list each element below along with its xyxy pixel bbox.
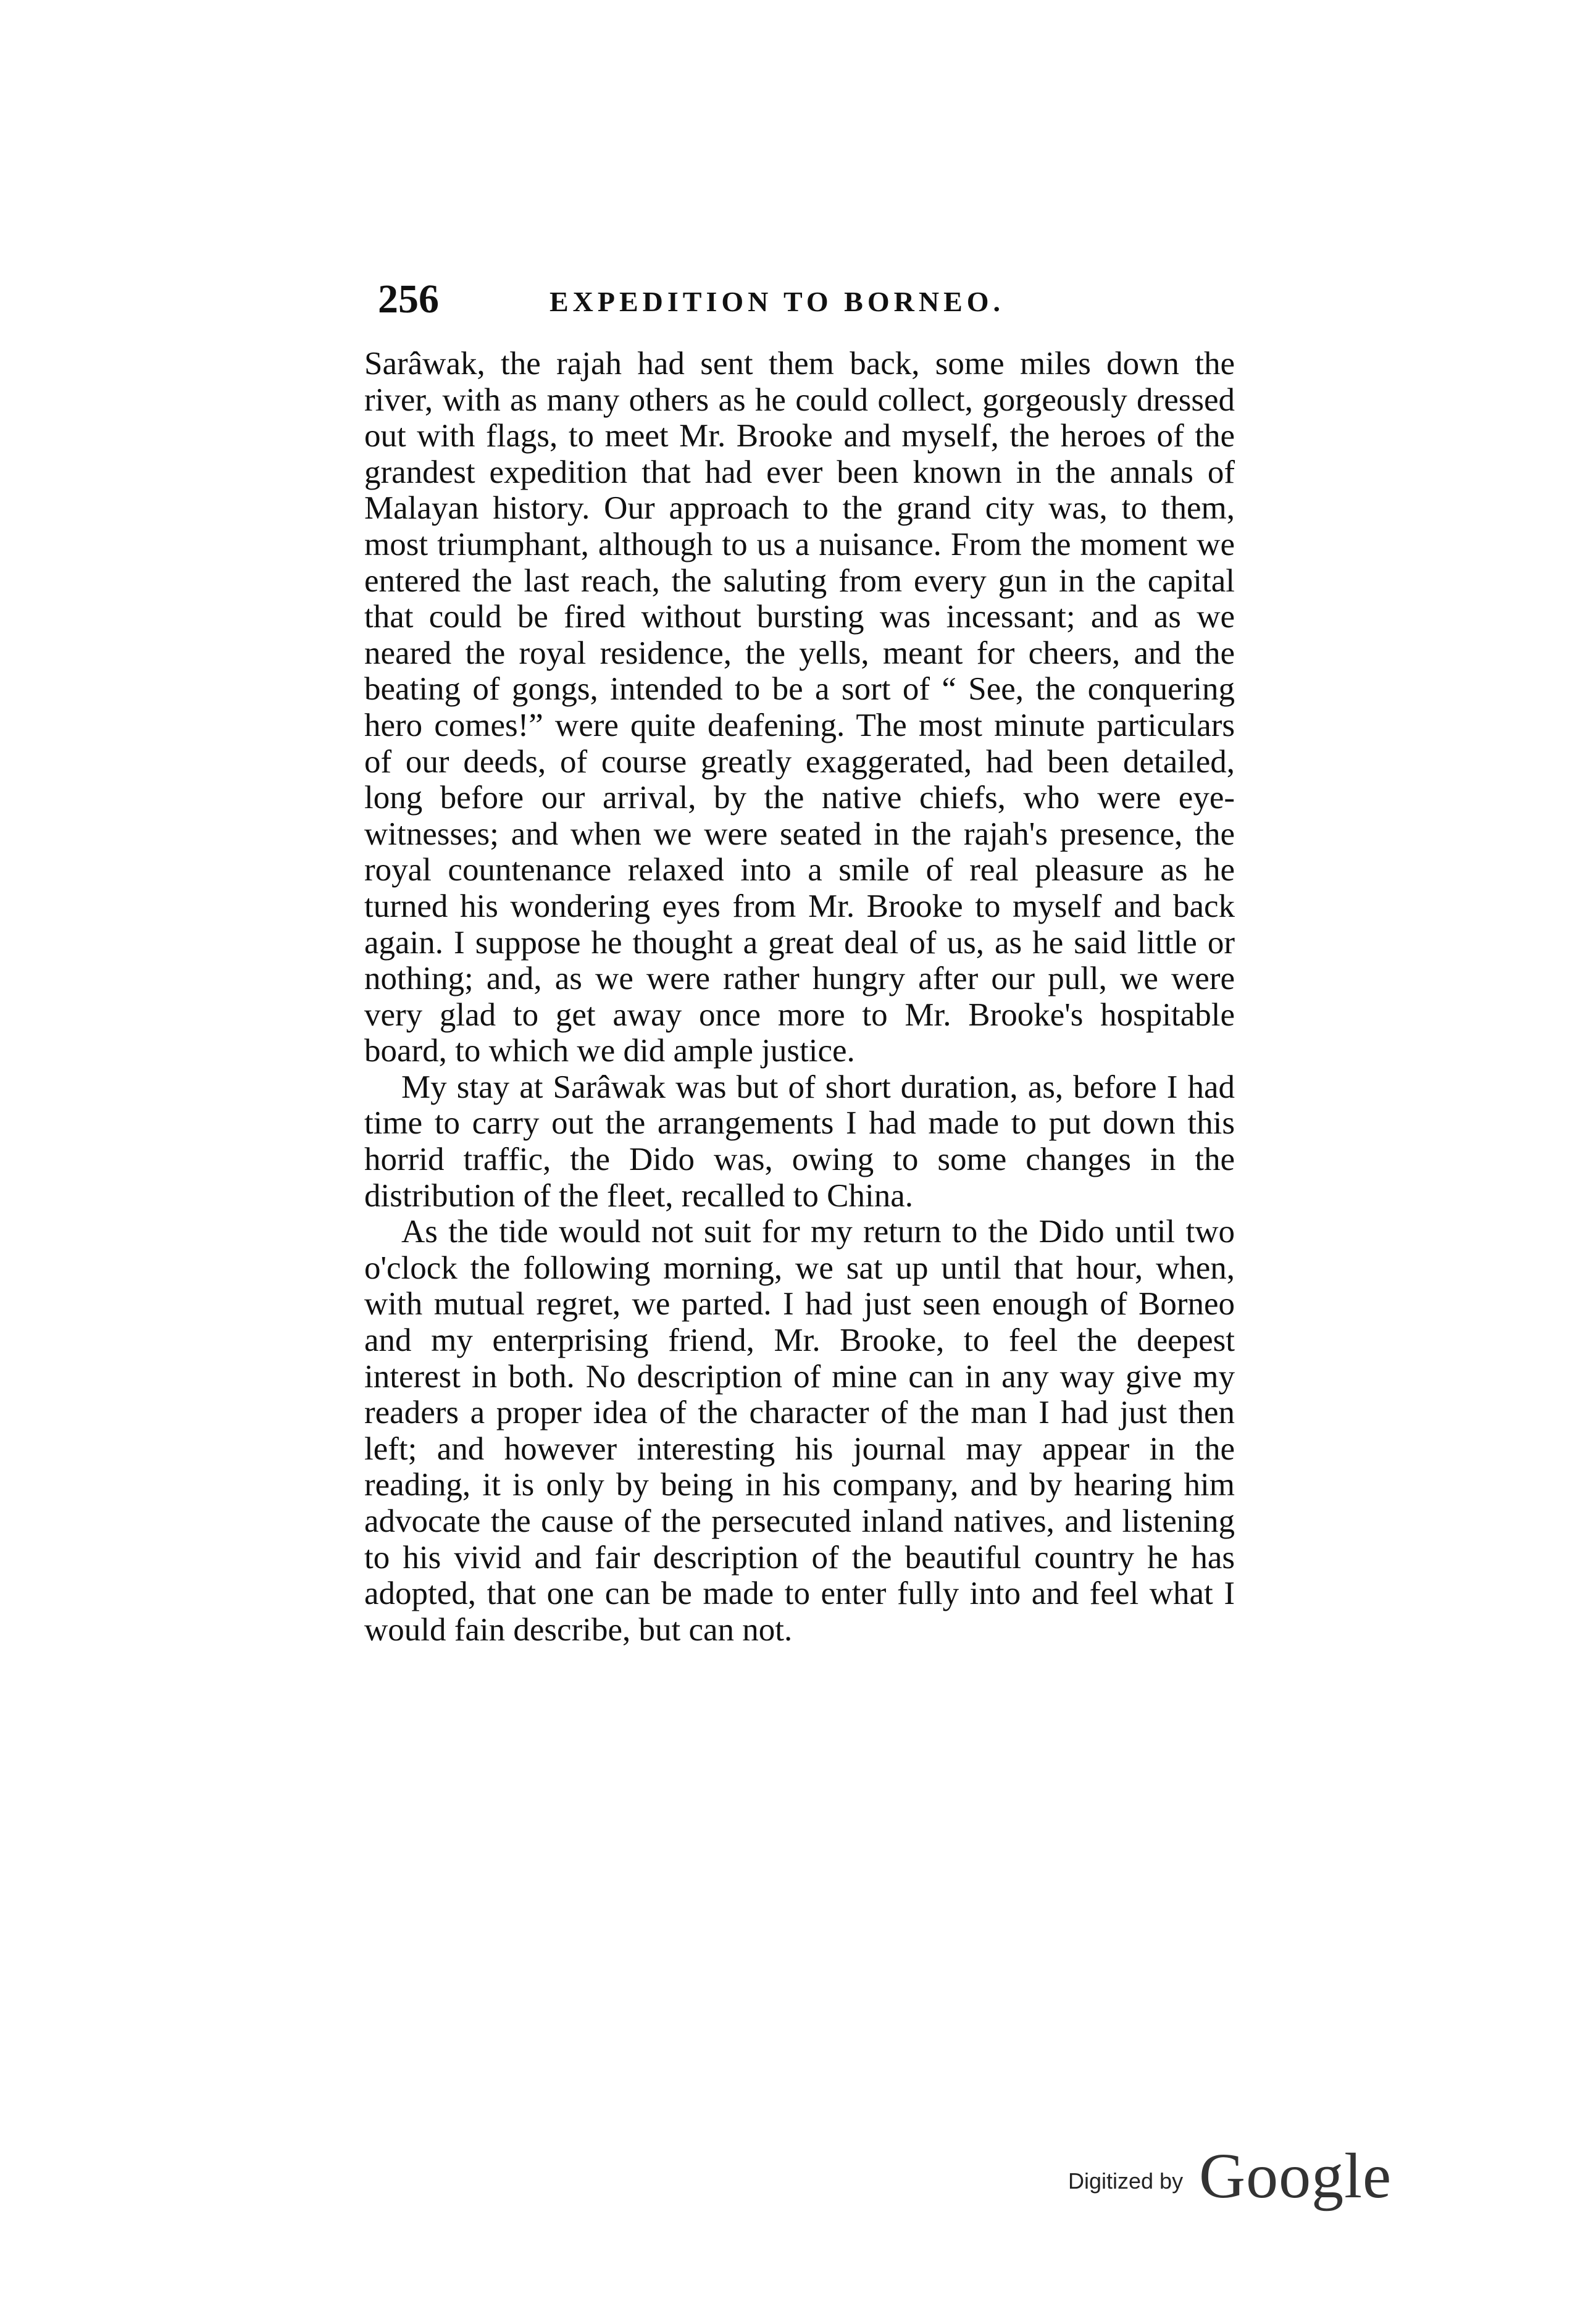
body-text — [364, 346, 1235, 1648]
google-logo: Google — [1199, 2140, 1392, 2211]
paragraph-stay-at-sarawak: My stay at Sarâwak was but of short duration, as, before I had time to carry out the arrangements I had made to put down this horrid traffic, the Dido was, owing to some changes in the distribution of the fleet, recalled to China. — [364, 1069, 1235, 1214]
paragraph-tide-departure: As the tide would not suit for my return to the Dido until two o'clock the following morning, we sat up until that hour, when, with mutual regret, we parted. I had just seen enough of Borneo and my enterprising friend, Mr. Brooke, to feel the deepest interest in both. No description of mine can in any way give my readers a proper idea of the character of the man I had just then left; and however interesting his journal may appear in the reading, it is only by being in his company, and by hearing him advocate the cause of the persecuted inland natives, and listening to his vivid and fair description of the beautiful country he has adopted, that one can be made to enter fully into and feel what I would fain describe, but can not. — [364, 1214, 1235, 1648]
page-number: 256 — [378, 277, 439, 322]
running-title: EXPEDITION TO BORNEO. — [549, 286, 1005, 317]
digitization-watermark — [1068, 2140, 1392, 2216]
paragraph-continuation: Sarâwak, the rajah had sent them back, some miles down the river, with as many others as he could collect, gorgeously dressed out with flags, to meet Mr. Brooke and myself, the heroes of the grandest expedition that had ever been known in the annals of Malayan history. Our approach to the grand city was, to them, most triumphant, although to us a nuisance. From the moment we entered the last reach, the saluting from every gun in the capital that could be fired without bursting was incessant; and as we neared the royal residence, the yells, meant for cheers, and the beating of gongs, intended to be a sort of “ See, the conquering hero comes!” were quite deafening. The most minute particulars of our deeds, of course greatly exaggerated, had been detailed, long before our arrival, by the native chiefs, who were eye-witnesses; and when we were seated in the rajah's presence, the royal countenance relaxed into a smile of real pleasure as he turned his wondering eyes from Mr. Brooke to myself and back again. I suppose he thought a great deal of us, as he said little or nothing; and, as we were rather hungry after our pull, we were very glad to get away once more to Mr. Brooke's hospitable board, to which we did ample justice. — [364, 346, 1235, 1069]
digitized-by-label: Digitized by — [1068, 2168, 1184, 2194]
running-head — [378, 272, 1230, 327]
